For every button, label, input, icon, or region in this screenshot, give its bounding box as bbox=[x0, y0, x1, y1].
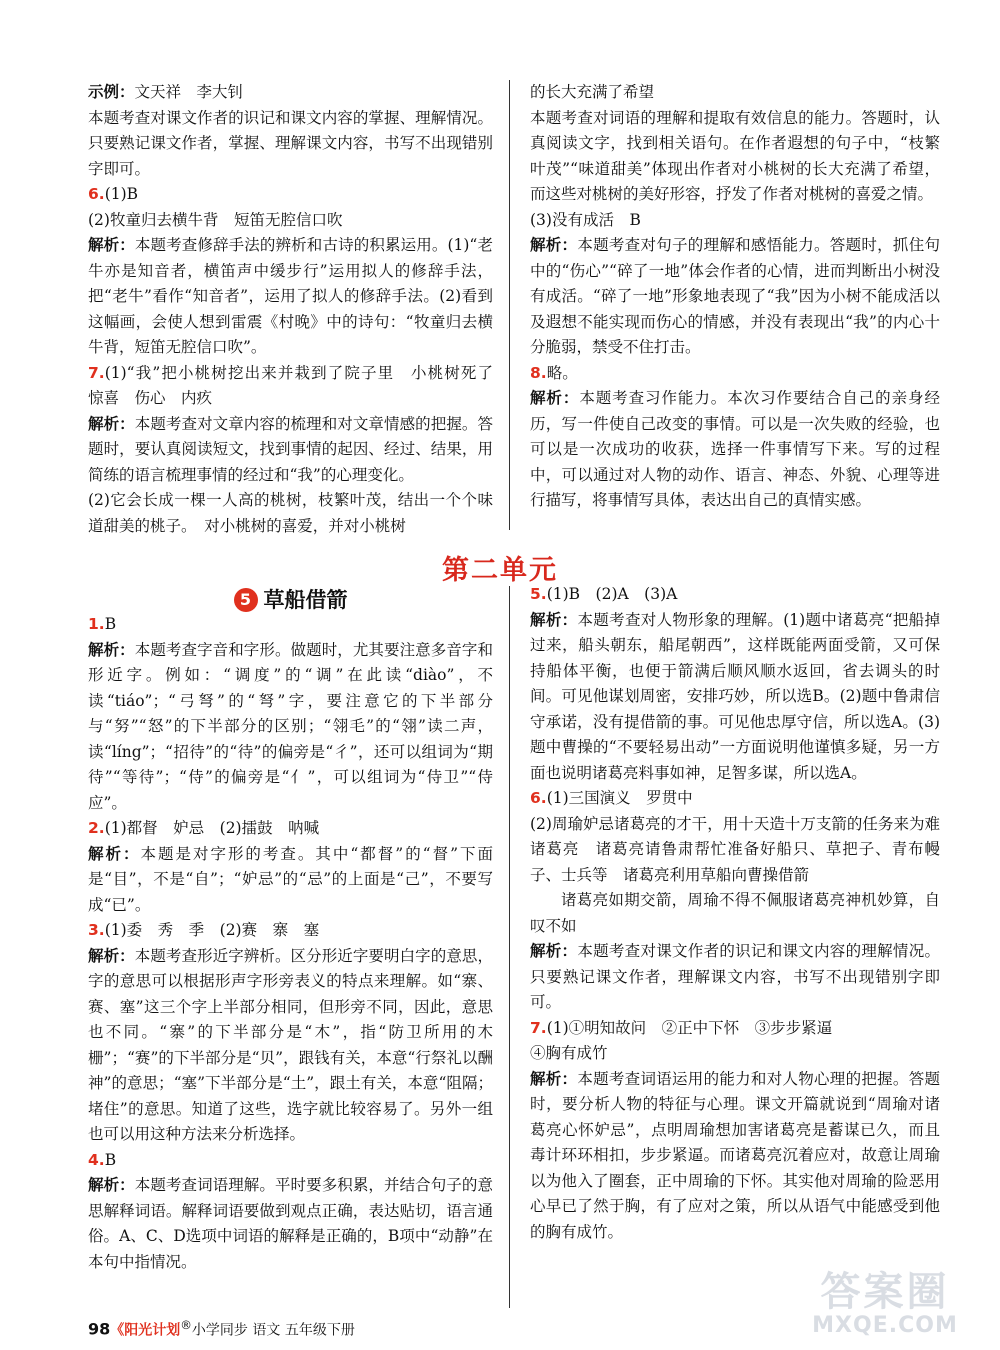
answer-text: (1)委 秀 季 (2)赛 寨 塞 bbox=[104, 921, 320, 939]
answer-paragraph bbox=[88, 488, 493, 539]
question-number: 6. bbox=[530, 789, 547, 807]
answer-paragraph bbox=[88, 233, 493, 361]
answer-text: (1)三国演义 罗贯中 bbox=[546, 789, 693, 807]
answer-paragraph bbox=[530, 1016, 940, 1042]
analysis-label: 解析： bbox=[530, 610, 578, 629]
analysis-label: 解析： bbox=[88, 640, 135, 659]
left-column-top bbox=[88, 80, 509, 539]
answer-paragraph bbox=[88, 1173, 493, 1275]
answer-text: 本题考查对词语的理解和提取有效信息的能力。答题时，认真阅读文字，找到相关语句。在作者遐想的句子中，“枝繁叶茂”“味道甜美”体现出作者对小桃树的长大充满了希望，而这些对桃树的美好形容，抒发了作者对桃树的喜爱之情。 bbox=[530, 108, 940, 203]
right-column-top bbox=[530, 80, 940, 514]
right-column-bottom bbox=[530, 582, 940, 1245]
answer-text: (1)“我”把小桃树挖出来并栽到了院子里 小桃树死了 惊喜 伤心 内疚 bbox=[88, 363, 509, 407]
analysis-label: 解析： bbox=[88, 844, 141, 863]
analysis-label: 解析： bbox=[88, 1176, 135, 1194]
answer-text: (1)B (2)A (3)A bbox=[546, 585, 678, 603]
answer-paragraph bbox=[530, 386, 940, 514]
analysis-label: 解析： bbox=[530, 942, 578, 960]
answer-paragraph bbox=[530, 208, 940, 234]
answer-paragraph bbox=[88, 1148, 493, 1174]
answer-text: 本题是对字形的考查。其中“都督”的“督”下面是“目”，不是“自”；“妒忌”的“忌”的上面是“己”，不要写成“已”。 bbox=[88, 844, 493, 914]
answer-text: 本题考查习作能力。本次习作要结合自己的亲身经历，写一件使自己改变的事情。可以是一次失败的经验，也可以是一次成功的收获，选择一件事情写下来。写的过程中，可以通过对人物的动作、语言、神态、外貌、心理等进行描写，将事情写具体，表达出自己的真情实感。 bbox=[530, 389, 940, 509]
answer-paragraph bbox=[88, 638, 493, 817]
answer-text: 本题考查对句子的理解和感悟能力。答题时，抓住句中的“伤心”“碎了一地”体会作者的心情，进而判断出小树没有成活。“碎了一地”形象地表现了“我”因为小树不能成活以及遐想不能实现而伤心的情感，并没有表现出“我”的内心十分脆弱，禁受不住打击。 bbox=[530, 236, 940, 356]
watermark-top: 答案圈 bbox=[820, 1269, 950, 1315]
answer-text: ④胸有成竹 bbox=[530, 1044, 608, 1062]
answer-paragraph bbox=[530, 786, 940, 812]
answer-paragraph bbox=[88, 361, 509, 412]
brand-arrows: 《 bbox=[110, 1322, 125, 1339]
page-footer bbox=[88, 1318, 355, 1340]
answer-paragraph bbox=[88, 80, 493, 106]
answer-paragraph bbox=[88, 106, 493, 183]
answer-text: 略。 bbox=[546, 363, 578, 382]
brand-name: 阳光计划 bbox=[124, 1322, 181, 1339]
lesson-number-badge: 5 bbox=[234, 588, 258, 612]
answer-paragraph bbox=[530, 80, 940, 106]
watermark-logo bbox=[810, 1270, 960, 1338]
answer-text: 文天祥 李大钊 bbox=[134, 83, 244, 101]
answer-paragraph bbox=[530, 1041, 940, 1067]
answer-text: 本题考查对文章内容的梳理和对文章情感的把握。答题时，要认真阅读短文，找到事情的起因、经过、结果，用简练的语言梳理事情的经过和“我”的心理变化。 bbox=[88, 414, 493, 484]
analysis-label: 解析： bbox=[88, 414, 135, 433]
column-divider-bottom bbox=[509, 586, 510, 1308]
answer-paragraph bbox=[88, 842, 493, 919]
answer-text: (1)①明知故问 ②正中下怀 ③步步紧逼 bbox=[546, 1018, 833, 1037]
answer-paragraph bbox=[530, 812, 940, 889]
question-number: 1. bbox=[88, 615, 105, 633]
answer-text: (2)它会长成一棵一人高的桃树，枝繁叶茂，结出一个个味道甜美的桃子。 对小桃树的喜爱，并对小桃树 bbox=[88, 491, 493, 535]
answer-text: (1)都督 妒忌 (2)擂鼓 呐喊 bbox=[104, 819, 320, 837]
analysis-label: 示例： bbox=[88, 83, 135, 101]
column-divider-top bbox=[509, 80, 510, 530]
answer-text: (2)牧童归去横牛背 短笛无腔信口吹 bbox=[88, 210, 343, 229]
question-number: 4. bbox=[88, 1150, 105, 1169]
answer-text: (2)周瑜妒忌诸葛亮的才干，用十天造十万支箭的任务来为难诸葛亮 诸葛亮请鲁肃帮忙准备好船只、草把子、青布幔子、士兵等 诸葛亮利用草船向曹操借箭 bbox=[530, 814, 940, 884]
answer-text: 的长大充满了希望 bbox=[530, 83, 655, 101]
question-number: 6. bbox=[88, 185, 105, 203]
registered-mark: ® bbox=[180, 1318, 192, 1332]
answer-text: B bbox=[104, 615, 117, 633]
question-number: 2. bbox=[88, 819, 105, 837]
answer-paragraph bbox=[88, 816, 493, 842]
lesson-title bbox=[88, 584, 493, 614]
answer-paragraph bbox=[530, 106, 940, 208]
question-number: 7. bbox=[530, 1018, 547, 1037]
question-number: 8. bbox=[530, 363, 547, 382]
answer-paragraph bbox=[530, 582, 940, 608]
analysis-label: 解析： bbox=[88, 236, 135, 254]
answer-paragraph bbox=[530, 233, 940, 361]
analysis-label: 解析： bbox=[88, 946, 135, 965]
answer-text: 本题考查词语理解。平时要多积累，并结合句子的意思解释词语。解释词语要做到观点正确，表达贴切，语言通俗。A、C、D选项中词语的解释是正确的，B项中“动静”在本句中指情况。 bbox=[88, 1176, 493, 1271]
answer-paragraph bbox=[530, 888, 940, 939]
answer-text: 本题考查词语运用的能力和对人物心理的把握。答题时，要分析人物的特征与心理。课文开篇就说到“周瑜对诸葛亮心怀妒忌”，点明周瑜想加害诸葛亮是蓄谋已久，而且毒计环环相扣，步步紧逼。而诸葛亮沉着应对，故意让周瑜以为他入了圈套，正中周瑜的下怀。其实他对周瑜的险恶用心早已了然于胸，有了应对之策，所以从语气中能感受到他的胸有成竹。 bbox=[530, 1069, 940, 1241]
question-number: 7. bbox=[88, 363, 105, 382]
book-subtitle: 小学同步 语文 五年级下册 bbox=[191, 1322, 355, 1339]
answer-text: (1)B bbox=[104, 185, 139, 203]
answer-paragraph bbox=[530, 1067, 940, 1246]
answer-text: 本题考查对课文作者的识记和课文内容的理解情况。只要熟记课文作者，理解课文内容，书写不出现错别字即可。 bbox=[530, 942, 940, 1011]
answer-text: 本题考查字音和字形。做题时，尤其要注意多音字和形近字。例如：“调度”的“调”在此读“diào”，不读“tiáo”；“弓弩”的“弩”字，要注意它的下半部分与“努”“怒”的下半部分的区别；“翎毛”的“翎”读二声，读“líng”；“招待”的“待”的偏旁是“彳”，还可以组词为“期待”“等待”；“侍”的偏旁是“亻”，可以组词为“侍卫”“侍应”。 bbox=[88, 640, 493, 812]
unit-title: 第二单元 bbox=[442, 555, 558, 586]
page-number: 98 bbox=[88, 1319, 111, 1339]
answer-paragraph bbox=[88, 208, 493, 234]
answer-text: 本题考查对人物形象的理解。(1)题中诸葛亮“把船掉过来，船头朝东，船尾朝西”，这样既能两面受箭，又可保持船体平衡，也便于箭满后顺风顺水返回，省去调头的时间。可见他谋划周密，安排巧妙，所以选B。(2)题中鲁肃信守承诺，没有提借箭的事。可见他忠厚守信，所以选A。(3)题中曹操的“不要轻易出动”一方面说明他谨慎多疑，另一方面也说明诸葛亮料事如神，足智多谋，所以选A。 bbox=[530, 610, 940, 782]
answer-paragraph bbox=[88, 944, 493, 1148]
question-number: 5. bbox=[530, 585, 547, 603]
answer-paragraph bbox=[530, 939, 940, 1016]
answer-text: 本题考查修辞手法的辨析和古诗的积累运用。(1)“老牛亦是知音者，横笛声中缓步行”运用拟人的修辞手法，把“老牛”看作“知音者”，运用了拟人的修辞手法。(2)看到这幅画，会使人想到雷震《村晚》中的诗句：“牧童归去横牛背，短笛无腔信口吹”。 bbox=[88, 236, 493, 356]
question-number: 3. bbox=[88, 921, 105, 939]
answer-text: 诸葛亮如期交箭，周瑜不得不佩服诸葛亮神机妙算，自叹不如 bbox=[530, 891, 940, 935]
answer-text: (3)没有成活 B bbox=[530, 210, 641, 229]
lesson-title-text: 草船借箭 bbox=[263, 588, 348, 612]
answer-paragraph bbox=[88, 182, 493, 208]
answer-text: 本题考查形近字辨析。区分形近字要明白字的意思，字的意思可以根据形声字形旁表义的特点来理解。如“寨、赛、塞”这三个字上半部分相同，但形旁不同，因此，意思也不同。“寨”的下半部分是“木”，指“防卫所用的木栅”；“赛”的下半部分是“贝”，跟钱有关，本意“行祭礼以酬神”的意思；“塞”下半部分是“土”，跟土有关，本意“阻隔；堵住”的意思。知道了这些，选字就比较容易了。另外一组也可以用这种方法来分析选择。 bbox=[88, 946, 493, 1143]
answer-paragraph bbox=[88, 612, 493, 638]
watermark-bottom: MXQE.COM bbox=[812, 1313, 958, 1338]
answer-text: B bbox=[104, 1150, 117, 1169]
left-column-bottom bbox=[88, 612, 493, 1275]
answer-paragraph bbox=[530, 361, 940, 387]
analysis-label: 解析： bbox=[530, 389, 580, 407]
answer-paragraph bbox=[88, 918, 493, 944]
analysis-label: 解析： bbox=[530, 236, 578, 254]
answer-paragraph bbox=[530, 608, 940, 787]
answer-text: 本题考查对课文作者的识记和课文内容的掌握、理解情况。只要熟记课文作者，掌握、理解课文内容，书写不出现错别字即可。 bbox=[88, 108, 493, 178]
analysis-label: 解析： bbox=[530, 1069, 578, 1088]
answer-paragraph bbox=[88, 412, 493, 489]
